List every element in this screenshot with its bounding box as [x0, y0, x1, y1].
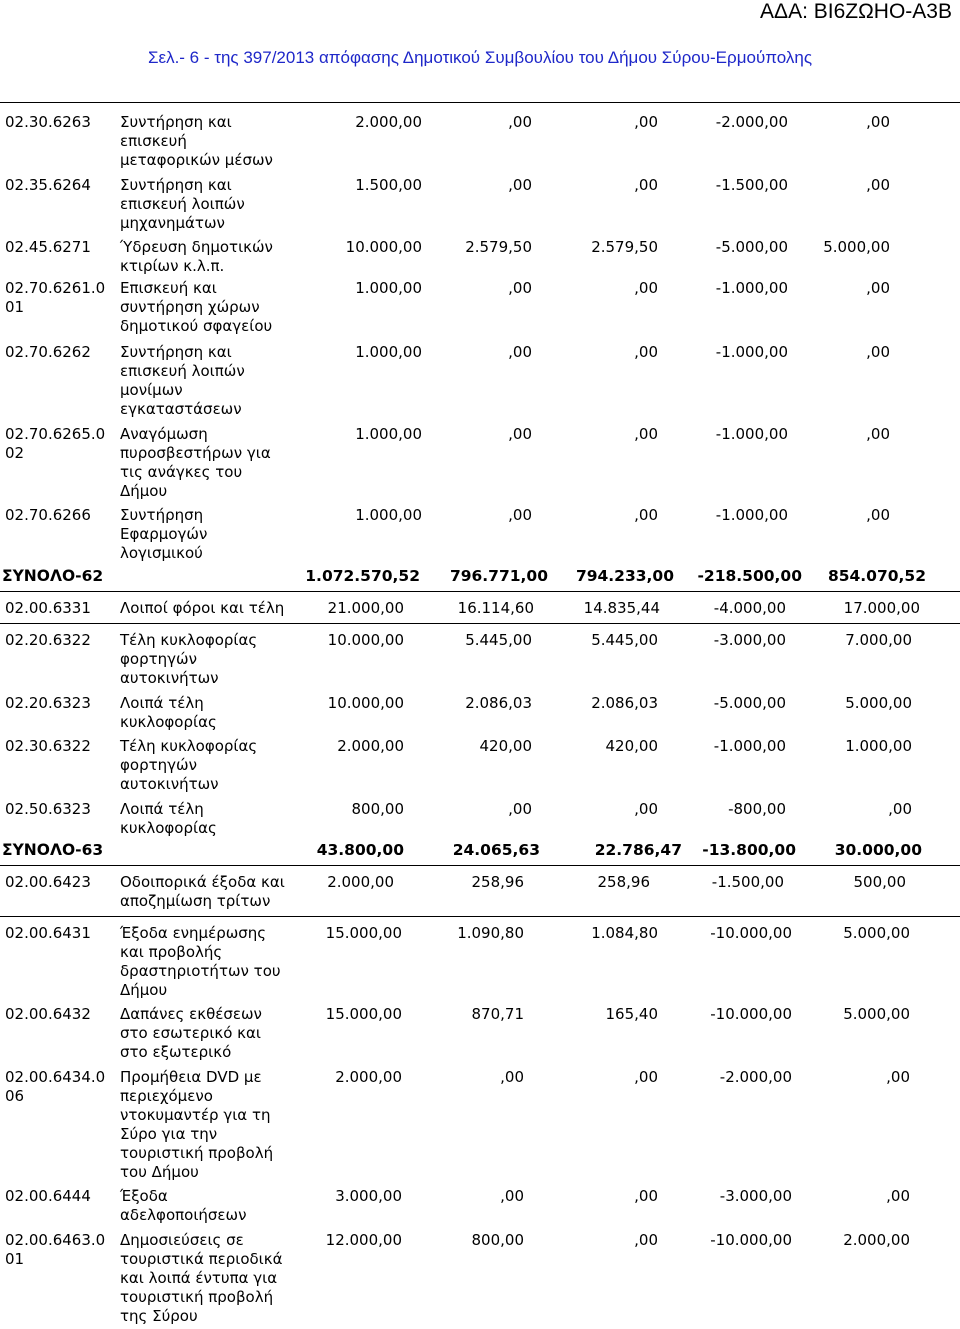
budget-amount: 10.000,00: [345, 238, 422, 256]
section-divider: [0, 865, 960, 866]
commitments-amount: ,00: [508, 176, 532, 194]
account-description: Αναγόμωση πυροσβεστήρων για τις ανάγκες του Δήμου: [120, 425, 271, 500]
commitments-amount: 1.090,80: [457, 924, 524, 942]
commitments-amount: 2.086,03: [465, 694, 532, 712]
new-budget-amount: ,00: [866, 343, 890, 361]
budget-amount: 10.000,00: [327, 631, 404, 649]
total-label: ΣΥΝΟΛΟ-63: [2, 841, 104, 859]
payments-amount: 1.084,80: [591, 924, 658, 942]
commitments-amount: 2.579,50: [465, 238, 532, 256]
commitments-amount: ,00: [508, 279, 532, 297]
change-amount: -1.000,00: [715, 506, 788, 524]
commitments-amount: ,00: [508, 800, 532, 818]
commitments-amount: ,00: [500, 1068, 524, 1086]
page-subtitle: Σελ.- 6 - της 397/2013 απόφασης Δημοτικού Συμβουλίου του Δήμου Σύρου-Ερμούπολης: [147, 48, 813, 67]
account-code: 02.50.6323: [5, 800, 91, 818]
new-budget-amount: ,00: [866, 279, 890, 297]
account-description: Δημοσιεύσεις σε τουριστικά περιοδικά και λοιπά έντυπα για τουριστική προβολή της Σύρου: [120, 1231, 283, 1325]
total-commitments: 24.065,63: [452, 841, 540, 859]
new-budget-amount: ,00: [866, 176, 890, 194]
commitments-amount: ,00: [508, 506, 532, 524]
change-amount: -1.500,00: [715, 176, 788, 194]
change-amount: -4.000,00: [713, 599, 786, 617]
budget-amount: 1.000,00: [355, 279, 422, 297]
payments-amount: ,00: [634, 113, 658, 131]
payments-amount: ,00: [634, 343, 658, 361]
account-code: 02.20.6322: [5, 631, 91, 649]
payments-amount: ,00: [634, 1231, 658, 1249]
change-amount: -1.500,00: [711, 873, 784, 891]
change-amount: -1.000,00: [715, 343, 788, 361]
account-code: 02.70.6266: [5, 506, 91, 524]
account-code: 02.00.6434.0 06: [5, 1068, 106, 1105]
new-budget-amount: 7.000,00: [845, 631, 912, 649]
payments-amount: ,00: [634, 425, 658, 443]
account-code: 02.00.6423: [5, 873, 91, 891]
change-amount: -10.000,00: [710, 1005, 792, 1023]
change-amount: -10.000,00: [710, 1231, 792, 1249]
change-amount: -5.000,00: [715, 238, 788, 256]
budget-amount: 3.000,00: [335, 1187, 402, 1205]
account-description: Δαπάνες εκθέσεων στο εσωτερικό και στο εξωτερικό: [120, 1005, 262, 1061]
budget-amount: 2.000,00: [327, 873, 394, 891]
account-description: Λοιποί φόροι και τέλη: [120, 599, 285, 617]
change-amount: -800,00: [728, 800, 786, 818]
budget-amount: 12.000,00: [325, 1231, 402, 1249]
commitments-amount: 420,00: [479, 737, 532, 755]
account-description: Συντήρηση Εφαρμογών λογισμικού: [120, 506, 208, 562]
change-amount: -1.000,00: [713, 737, 786, 755]
change-amount: -3.000,00: [713, 631, 786, 649]
account-description: Έξοδα ενημέρωσης και προβολής δραστηριοτήτων του Δήμου: [120, 924, 281, 999]
budget-amount: 15.000,00: [325, 1005, 402, 1023]
section-divider: [0, 916, 960, 917]
new-budget-amount: 1.000,00: [845, 737, 912, 755]
account-description: Συντήρηση και επισκευή λοιπών μονίμων εγκαταστάσεων: [120, 343, 245, 418]
account-description: Τέλη κυκλοφορίας φορτηγών αυτοκινήτων: [120, 737, 258, 793]
budget-amount: 800,00: [351, 800, 404, 818]
ada-code: ΑΔΑ: ΒΙ6ΖΩΗΟ-Α3Β: [760, 0, 952, 23]
new-budget-amount: ,00: [888, 800, 912, 818]
payments-amount: 5.445,00: [591, 631, 658, 649]
change-amount: -5.000,00: [713, 694, 786, 712]
budget-amount: 1.000,00: [355, 425, 422, 443]
total-budget: 43.800,00: [316, 841, 404, 859]
commitments-amount: ,00: [508, 425, 532, 443]
payments-amount: ,00: [634, 1187, 658, 1205]
payments-amount: ,00: [634, 279, 658, 297]
total-change: -13.800,00: [702, 841, 796, 859]
account-code: 02.30.6322: [5, 737, 91, 755]
account-description: Λοιπά τέλη κυκλοφορίας: [120, 800, 217, 837]
budget-amount: 1.000,00: [355, 506, 422, 524]
new-budget-amount: ,00: [866, 425, 890, 443]
total-commitments: 796.771,00: [449, 567, 548, 585]
account-code: 02.70.6262: [5, 343, 91, 361]
budget-amount: 1.500,00: [355, 176, 422, 194]
change-amount: -3.000,00: [719, 1187, 792, 1205]
budget-amount: 1.000,00: [355, 343, 422, 361]
budget-amount: 10.000,00: [327, 694, 404, 712]
account-code: 02.45.6271: [5, 238, 91, 256]
commitments-amount: 870,71: [471, 1005, 524, 1023]
account-description: Έξοδα αδελφοποιήσεων: [120, 1187, 247, 1224]
new-budget-amount: ,00: [866, 506, 890, 524]
commitments-amount: 258,96: [471, 873, 524, 891]
payments-amount: ,00: [634, 506, 658, 524]
new-budget-amount: ,00: [886, 1187, 910, 1205]
account-code: 02.20.6323: [5, 694, 91, 712]
budget-amount: 21.000,00: [327, 599, 404, 617]
payments-amount: ,00: [634, 176, 658, 194]
account-description: Προμήθεια DVD με περιεχόμενο ντοκυμαντέρ για τη Σύρο για την τουριστική προβολή του Δήμου: [120, 1068, 274, 1181]
change-amount: -1.000,00: [715, 425, 788, 443]
account-description: Ύδρευση δημοτικών κτιρίων κ.λ.π.: [120, 238, 273, 275]
total-payments: 22.786,47: [594, 841, 682, 859]
budget-amount: 2.000,00: [335, 1068, 402, 1086]
account-code: 02.00.6432: [5, 1005, 91, 1023]
account-description: Λοιπά τέλη κυκλοφορίας: [120, 694, 217, 731]
commitments-amount: ,00: [508, 343, 532, 361]
payments-amount: 14.835,44: [583, 599, 660, 617]
new-budget-amount: 5.000,00: [843, 924, 910, 942]
new-budget-amount: 5.000,00: [845, 694, 912, 712]
account-description: Οδοιπορικά έξοδα και αποζημίωση τρίτων: [120, 873, 285, 910]
account-code: 02.00.6463.0 01: [5, 1231, 106, 1268]
account-code: 02.70.6261.0 01: [5, 279, 106, 316]
change-amount: -1.000,00: [715, 279, 788, 297]
account-description: Συντήρηση και επισκευή μεταφορικών μέσων: [120, 113, 273, 169]
change-amount: -2.000,00: [719, 1068, 792, 1086]
budget-amount: 2.000,00: [355, 113, 422, 131]
account-code: 02.00.6431: [5, 924, 91, 942]
budget-amount: 2.000,00: [337, 737, 404, 755]
account-description: Συντήρηση και επισκευή λοιπών μηχανημάτων: [120, 176, 245, 232]
new-budget-amount: 2.000,00: [843, 1231, 910, 1249]
payments-amount: ,00: [634, 1068, 658, 1086]
total-payments: 794.233,00: [575, 567, 674, 585]
account-code: 02.30.6263: [5, 113, 91, 131]
payments-amount: 2.579,50: [591, 238, 658, 256]
total-new-budget: 854.070,52: [827, 567, 926, 585]
payments-amount: 165,40: [605, 1005, 658, 1023]
commitments-amount: 800,00: [471, 1231, 524, 1249]
new-budget-amount: 5.000,00: [843, 1005, 910, 1023]
budget-table: [0, 102, 960, 1329]
total-change: -218.500,00: [697, 567, 802, 585]
section-divider: [0, 591, 960, 592]
account-description: Τέλη κυκλοφορίας φορτηγών αυτοκινήτων: [120, 631, 258, 687]
new-budget-amount: 5.000,00: [823, 238, 890, 256]
payments-amount: 2.086,03: [591, 694, 658, 712]
commitments-amount: ,00: [500, 1187, 524, 1205]
payments-amount: 420,00: [605, 737, 658, 755]
commitments-amount: ,00: [508, 113, 532, 131]
section-divider: [0, 623, 960, 624]
account-description: Επισκευή και συντήρηση χώρων δημοτικού σφαγείου: [120, 279, 273, 335]
total-budget: 1.072.570,52: [305, 567, 420, 585]
new-budget-amount: ,00: [886, 1068, 910, 1086]
payments-amount: 258,96: [597, 873, 650, 891]
change-amount: -10.000,00: [710, 924, 792, 942]
account-code: 02.00.6331: [5, 599, 91, 617]
account-code: 02.70.6265.0 02: [5, 425, 106, 462]
budget-amount: 15.000,00: [325, 924, 402, 942]
new-budget-amount: 500,00: [853, 873, 906, 891]
total-new-budget: 30.000,00: [834, 841, 922, 859]
change-amount: -2.000,00: [715, 113, 788, 131]
commitments-amount: 16.114,60: [457, 599, 534, 617]
commitments-amount: 5.445,00: [465, 631, 532, 649]
new-budget-amount: ,00: [866, 113, 890, 131]
payments-amount: ,00: [634, 800, 658, 818]
account-code: 02.00.6444: [5, 1187, 91, 1205]
new-budget-amount: 17.000,00: [843, 599, 920, 617]
account-code: 02.35.6264: [5, 176, 91, 194]
total-label: ΣΥΝΟΛΟ-62: [2, 567, 104, 585]
